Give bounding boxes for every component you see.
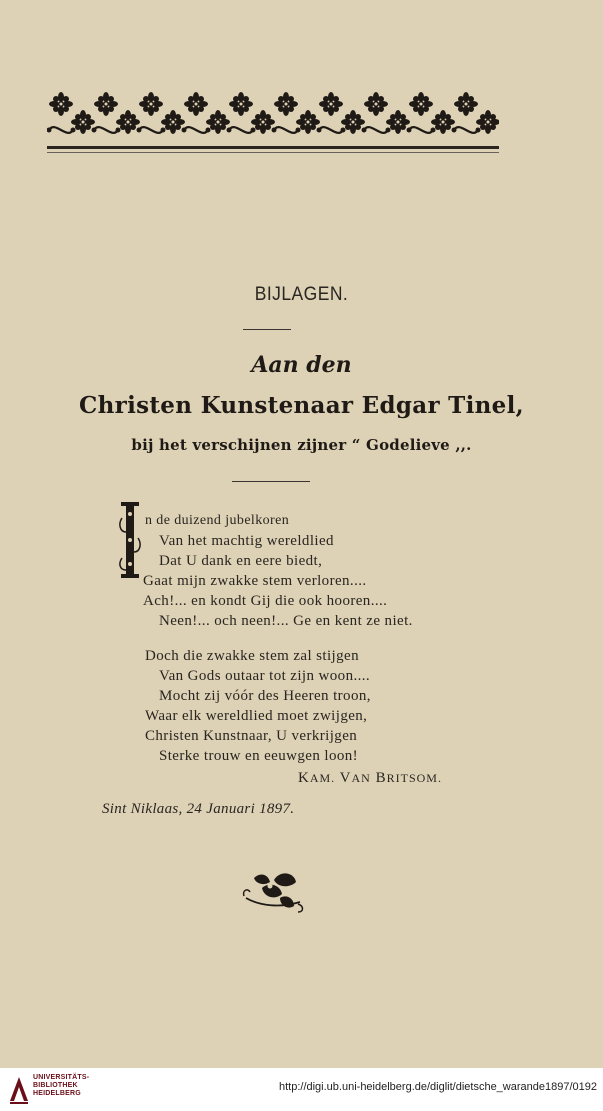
- source-url-link[interactable]: http://digi.ub.uni-heidelberg.de/diglit/dietsche_warande1897/0192: [278, 1081, 597, 1093]
- decorated-initial-icon: [118, 498, 142, 582]
- footer-bar: [0, 1068, 603, 1111]
- library-name: [33, 1074, 89, 1098]
- title-divider: [243, 329, 291, 330]
- dedication-line-3: bij het verschijnen zijner “ Godelieve ,,.: [131, 436, 472, 454]
- dedication-line-1: Aan den: [251, 352, 352, 378]
- sig-initial-v: V: [339, 770, 352, 786]
- sig-initial-k: K: [298, 770, 310, 786]
- library-line-3: HEIDELBERG: [33, 1090, 81, 1097]
- poem-line: Christen Kunstnaar, U verkrijgen: [145, 728, 358, 744]
- author-signature: [298, 770, 442, 787]
- dedication-line-2: Christen Kunstenaar Edgar Tinel,: [79, 392, 524, 419]
- section-title: BIJLAGEN.: [254, 284, 349, 305]
- library-line-1: UNIVERSITÄTS-: [33, 1074, 90, 1081]
- poem-line: Waar elk wereldlied moet zwijgen,: [145, 708, 368, 724]
- poem-line: Sterke trouw en eeuwgen loon!: [159, 748, 359, 764]
- ornament-thin-rule: [47, 152, 499, 153]
- poem-line: Gaat mijn zwakke stem verloren....: [143, 573, 367, 589]
- poem-line: Doch die zwakke stem zal stijgen: [145, 648, 359, 664]
- library-line-2: BIBLIOTHEK: [33, 1082, 78, 1089]
- poem-line: Van het machtig wereldlied: [159, 533, 334, 549]
- place-and-date: Sint Niklaas, 24 Januari 1897.: [102, 801, 295, 817]
- ornament-rule: [47, 146, 499, 149]
- sig-rest-3: RITSOM.: [386, 771, 442, 785]
- poem-line: n de duizend jubelkoren: [145, 513, 290, 528]
- sig-initial-b: B: [375, 770, 387, 786]
- dedication-divider: [232, 481, 310, 482]
- poem-line: Ach!... en kondt Gij die ook hooren....: [143, 593, 388, 609]
- sig-rest-2: AN: [351, 771, 371, 785]
- floral-fleuron-icon: [240, 868, 306, 914]
- sig-rest-1: AM.: [309, 771, 336, 785]
- poem-line: Neen!... och neen!... Ge en kent ze niet.: [159, 613, 413, 629]
- floral-ornament-band-icon: [47, 92, 499, 140]
- poem-line: Dat U dank en eere biedt,: [159, 553, 323, 569]
- library-logo-icon: [8, 1073, 30, 1105]
- poem-line: Van Gods outaar tot zijn woon....: [159, 668, 371, 684]
- poem-line: Mocht zij vóór des Heeren troon,: [159, 688, 371, 704]
